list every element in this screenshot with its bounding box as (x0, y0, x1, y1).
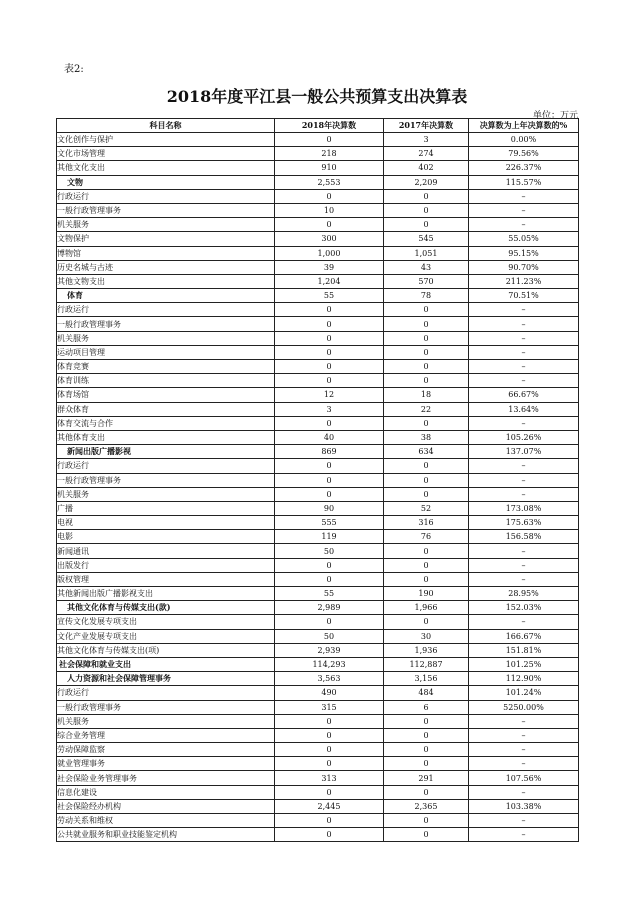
row-ratio-cell: 226.37% (469, 161, 579, 175)
row-2017-cell: 291 (384, 771, 469, 785)
row-2017-cell: 0 (384, 785, 469, 799)
row-ratio-cell: 101.24% (469, 686, 579, 700)
row-name-cell: 一般行政管理事务 (57, 317, 275, 331)
row-2018-cell: 50 (275, 544, 384, 558)
row-2018-cell: 0 (275, 218, 384, 232)
row-ratio-cell: 13.64% (469, 402, 579, 416)
row-2017-cell: 0 (384, 615, 469, 629)
row-name-cell: 行政运行 (57, 459, 275, 473)
row-2017-cell: 316 (384, 516, 469, 530)
table-row (57, 657, 579, 671)
row-ratio-cell: – (469, 615, 579, 629)
table-row (57, 728, 579, 742)
table-row (57, 246, 579, 260)
row-2017-cell: 0 (384, 374, 469, 388)
table-row (57, 530, 579, 544)
row-ratio-cell: 211.23% (469, 274, 579, 288)
row-ratio-cell: 173.08% (469, 501, 579, 515)
table-row (57, 785, 579, 799)
row-name-cell: 体育竞赛 (57, 360, 275, 374)
table-row (57, 544, 579, 558)
row-name-cell: 人力资源和社会保障管理事务 (57, 672, 275, 686)
table-row (57, 686, 579, 700)
row-name-cell: 博物馆 (57, 246, 275, 260)
row-name-cell: 群众体育 (57, 402, 275, 416)
row-2017-cell: 6 (384, 700, 469, 714)
row-ratio-cell: 151.81% (469, 643, 579, 657)
row-name-cell: 版权管理 (57, 572, 275, 586)
table-header (57, 119, 579, 133)
table-row (57, 487, 579, 501)
row-name-cell: 社会保险业务管理事务 (57, 771, 275, 785)
row-2018-cell: 555 (275, 516, 384, 530)
header-2018-final: 2018年决算数 (275, 119, 384, 133)
row-2017-cell: 0 (384, 317, 469, 331)
row-ratio-cell: – (469, 360, 579, 374)
table-row (57, 303, 579, 317)
row-2018-cell: 1,000 (275, 246, 384, 260)
row-name-cell: 体育训练 (57, 374, 275, 388)
row-2018-cell: 55 (275, 289, 384, 303)
row-2018-cell: 2,989 (275, 601, 384, 615)
row-name-cell: 电视 (57, 516, 275, 530)
row-2017-cell: 0 (384, 828, 469, 842)
row-2017-cell: 1,966 (384, 601, 469, 615)
table-body (57, 133, 579, 842)
row-2017-cell: 0 (384, 544, 469, 558)
row-name-cell: 文化产业发展专项支出 (57, 629, 275, 643)
row-2018-cell: 50 (275, 629, 384, 643)
table-row (57, 629, 579, 643)
row-2018-cell: 0 (275, 416, 384, 430)
table-row (57, 430, 579, 444)
row-2017-cell: 2,365 (384, 799, 469, 813)
table-row (57, 473, 579, 487)
row-2018-cell: 119 (275, 530, 384, 544)
table-row (57, 274, 579, 288)
table-row (57, 402, 579, 416)
row-2018-cell: 313 (275, 771, 384, 785)
row-name-cell: 其他新闻出版广播影视支出 (57, 587, 275, 601)
row-2018-cell: 0 (275, 828, 384, 842)
row-name-cell: 体育交流与合作 (57, 416, 275, 430)
row-ratio-cell: 166.67% (469, 629, 579, 643)
table-row (57, 203, 579, 217)
row-name-cell: 文化市场管理 (57, 147, 275, 161)
row-2018-cell: 0 (275, 331, 384, 345)
budget-table (56, 118, 579, 842)
row-2018-cell: 0 (275, 189, 384, 203)
row-2018-cell: 3 (275, 402, 384, 416)
row-ratio-cell: – (469, 473, 579, 487)
row-2018-cell: 0 (275, 814, 384, 828)
row-2017-cell: 3,156 (384, 672, 469, 686)
table-row (57, 643, 579, 657)
table-row (57, 345, 579, 359)
row-ratio-cell: 79.56% (469, 147, 579, 161)
row-name-cell: 文物保护 (57, 232, 275, 246)
table-row (57, 374, 579, 388)
row-2017-cell: 0 (384, 416, 469, 430)
row-2018-cell: 10 (275, 203, 384, 217)
row-ratio-cell: – (469, 785, 579, 799)
row-ratio-cell: 66.67% (469, 388, 579, 402)
row-name-cell: 新闻通讯 (57, 544, 275, 558)
row-2017-cell: 0 (384, 303, 469, 317)
row-2017-cell: 0 (384, 203, 469, 217)
row-name-cell: 文化创作与保护 (57, 133, 275, 147)
row-2017-cell: 0 (384, 360, 469, 374)
row-ratio-cell: – (469, 331, 579, 345)
table-row (57, 516, 579, 530)
row-ratio-cell: 112.90% (469, 672, 579, 686)
table-row (57, 700, 579, 714)
row-ratio-cell: 0.00% (469, 133, 579, 147)
row-2017-cell: 0 (384, 473, 469, 487)
row-2018-cell: 0 (275, 714, 384, 728)
row-ratio-cell: – (469, 203, 579, 217)
table-row (57, 416, 579, 430)
row-ratio-cell: – (469, 374, 579, 388)
row-2018-cell: 0 (275, 317, 384, 331)
row-2018-cell: 0 (275, 459, 384, 473)
row-name-cell: 运动项目管理 (57, 345, 275, 359)
row-name-cell: 公共就业服务和职业技能鉴定机构 (57, 828, 275, 842)
row-ratio-cell: 115.57% (469, 175, 579, 189)
row-name-cell: 综合业务管理 (57, 728, 275, 742)
row-ratio-cell: 95.15% (469, 246, 579, 260)
table-row (57, 587, 579, 601)
table-row (57, 558, 579, 572)
row-2018-cell: 3,563 (275, 672, 384, 686)
row-2018-cell: 0 (275, 303, 384, 317)
row-2018-cell: 12 (275, 388, 384, 402)
row-ratio-cell: – (469, 218, 579, 232)
row-2018-cell: 2,445 (275, 799, 384, 813)
row-name-cell: 其他文物支出 (57, 274, 275, 288)
row-2017-cell: 0 (384, 728, 469, 742)
table-row (57, 161, 579, 175)
row-2018-cell: 2,939 (275, 643, 384, 657)
row-name-cell: 电影 (57, 530, 275, 544)
row-ratio-cell: – (469, 828, 579, 842)
row-2017-cell: 0 (384, 345, 469, 359)
row-2017-cell: 0 (384, 331, 469, 345)
row-2018-cell: 0 (275, 345, 384, 359)
table-row (57, 828, 579, 842)
row-ratio-cell: – (469, 814, 579, 828)
row-ratio-cell: – (469, 416, 579, 430)
row-2018-cell: 90 (275, 501, 384, 515)
row-ratio-cell: – (469, 189, 579, 203)
row-2018-cell: 315 (275, 700, 384, 714)
row-ratio-cell: 55.05% (469, 232, 579, 246)
row-name-cell: 文物 (57, 175, 275, 189)
row-ratio-cell: – (469, 345, 579, 359)
table-row (57, 799, 579, 813)
table-row (57, 360, 579, 374)
row-2018-cell: 490 (275, 686, 384, 700)
row-ratio-cell: 137.07% (469, 445, 579, 459)
table-row (57, 814, 579, 828)
row-ratio-cell: – (469, 303, 579, 317)
row-2018-cell: 0 (275, 374, 384, 388)
row-2017-cell: 0 (384, 558, 469, 572)
row-2017-cell: 30 (384, 629, 469, 643)
row-ratio-cell: 70.51% (469, 289, 579, 303)
row-name-cell: 机关服务 (57, 714, 275, 728)
row-2018-cell: 300 (275, 232, 384, 246)
row-2017-cell: 1,936 (384, 643, 469, 657)
row-2017-cell: 76 (384, 530, 469, 544)
row-2017-cell: 0 (384, 572, 469, 586)
row-2017-cell: 0 (384, 459, 469, 473)
row-2017-cell: 0 (384, 487, 469, 501)
row-name-cell: 劳动关系和维权 (57, 814, 275, 828)
row-name-cell: 行政运行 (57, 189, 275, 203)
table-row (57, 615, 579, 629)
row-ratio-cell: – (469, 728, 579, 742)
row-ratio-cell: 156.58% (469, 530, 579, 544)
row-ratio-cell: 90.70% (469, 260, 579, 274)
table-row (57, 317, 579, 331)
row-name-cell: 一般行政管理事务 (57, 473, 275, 487)
row-name-cell: 信息化建设 (57, 785, 275, 799)
row-ratio-cell: – (469, 572, 579, 586)
row-2017-cell: 2,209 (384, 175, 469, 189)
row-2017-cell: 78 (384, 289, 469, 303)
row-name-cell: 体育 (57, 289, 275, 303)
row-ratio-cell: – (469, 459, 579, 473)
row-ratio-cell: – (469, 317, 579, 331)
table-row (57, 133, 579, 147)
row-2018-cell: 2,553 (275, 175, 384, 189)
table-row (57, 743, 579, 757)
row-2017-cell: 402 (384, 161, 469, 175)
row-name-cell: 广播 (57, 501, 275, 515)
table-row (57, 459, 579, 473)
row-name-cell: 机关服务 (57, 218, 275, 232)
row-2018-cell: 0 (275, 728, 384, 742)
row-2018-cell: 0 (275, 757, 384, 771)
row-2018-cell: 0 (275, 487, 384, 501)
table-row (57, 189, 579, 203)
row-2018-cell: 0 (275, 743, 384, 757)
row-2018-cell: 0 (275, 558, 384, 572)
row-ratio-cell: – (469, 714, 579, 728)
row-name-cell: 劳动保障监察 (57, 743, 275, 757)
row-2017-cell: 570 (384, 274, 469, 288)
unit-label: 单位：万元 (532, 111, 578, 121)
row-2018-cell: 114,293 (275, 657, 384, 671)
row-2018-cell: 0 (275, 785, 384, 799)
row-2017-cell: 43 (384, 260, 469, 274)
row-name-cell: 其他文化体育与传媒支出(项) (57, 643, 275, 657)
row-2017-cell: 38 (384, 430, 469, 444)
header-row (57, 119, 579, 133)
row-2017-cell: 0 (384, 757, 469, 771)
row-2017-cell: 18 (384, 388, 469, 402)
row-2018-cell: 218 (275, 147, 384, 161)
row-name-cell: 一般行政管理事务 (57, 203, 275, 217)
row-name-cell: 其他文化体育与传媒支出(款) (57, 601, 275, 615)
row-name-cell: 就业管理事务 (57, 757, 275, 771)
row-ratio-cell: 175.63% (469, 516, 579, 530)
table-row (57, 232, 579, 246)
row-name-cell: 一般行政管理事务 (57, 700, 275, 714)
table-row (57, 260, 579, 274)
row-2017-cell: 112,887 (384, 657, 469, 671)
row-2017-cell: 634 (384, 445, 469, 459)
table-row (57, 445, 579, 459)
row-2017-cell: 274 (384, 147, 469, 161)
row-name-cell: 社会保障和就业支出 (57, 657, 275, 671)
row-name-cell: 其他文化支出 (57, 161, 275, 175)
row-2017-cell: 0 (384, 714, 469, 728)
page-title: 2018年度平江县一般公共预算支出决算表 (166, 87, 468, 106)
table-row (57, 289, 579, 303)
table-row (57, 714, 579, 728)
row-2018-cell: 910 (275, 161, 384, 175)
row-2018-cell: 40 (275, 430, 384, 444)
row-ratio-cell: – (469, 544, 579, 558)
header-2017-final: 2017年决算数 (384, 119, 469, 133)
row-2017-cell: 0 (384, 814, 469, 828)
table-row (57, 572, 579, 586)
row-name-cell: 行政运行 (57, 303, 275, 317)
row-2018-cell: 1,204 (275, 274, 384, 288)
header-ratio: 决算数为上年决算数的% (469, 119, 579, 133)
table-row (57, 601, 579, 615)
row-2018-cell: 0 (275, 572, 384, 586)
row-2018-cell: 0 (275, 615, 384, 629)
row-2017-cell: 0 (384, 218, 469, 232)
row-2018-cell: 0 (275, 473, 384, 487)
row-ratio-cell: – (469, 487, 579, 501)
row-2018-cell: 39 (275, 260, 384, 274)
row-2018-cell: 0 (275, 360, 384, 374)
table-row (57, 771, 579, 785)
row-name-cell: 机关服务 (57, 331, 275, 345)
row-ratio-cell: 105.26% (469, 430, 579, 444)
row-2017-cell: 190 (384, 587, 469, 601)
row-ratio-cell: 107.56% (469, 771, 579, 785)
row-2018-cell: 0 (275, 133, 384, 147)
row-ratio-cell: – (469, 743, 579, 757)
table-row (57, 672, 579, 686)
row-2017-cell: 1,051 (384, 246, 469, 260)
row-ratio-cell: 152.03% (469, 601, 579, 615)
row-ratio-cell: 5250.00% (469, 700, 579, 714)
row-2017-cell: 3 (384, 133, 469, 147)
table-row (57, 175, 579, 189)
table-row (57, 757, 579, 771)
row-ratio-cell: 101.25% (469, 657, 579, 671)
row-name-cell: 宣传文化发展专项支出 (57, 615, 275, 629)
row-2017-cell: 52 (384, 501, 469, 515)
table-row (57, 147, 579, 161)
row-2017-cell: 0 (384, 743, 469, 757)
row-name-cell: 新闻出版广播影视 (57, 445, 275, 459)
header-subject-name: 科目名称 (57, 119, 275, 133)
row-name-cell: 社会保险经办机构 (57, 799, 275, 813)
row-2017-cell: 545 (384, 232, 469, 246)
row-2017-cell: 22 (384, 402, 469, 416)
row-name-cell: 体育场馆 (57, 388, 275, 402)
table-row (57, 501, 579, 515)
row-ratio-cell: 103.38% (469, 799, 579, 813)
row-2017-cell: 0 (384, 189, 469, 203)
row-name-cell: 行政运行 (57, 686, 275, 700)
row-2018-cell: 869 (275, 445, 384, 459)
row-name-cell: 出版发行 (57, 558, 275, 572)
row-2018-cell: 55 (275, 587, 384, 601)
row-name-cell: 历史名城与古迹 (57, 260, 275, 274)
row-2017-cell: 484 (384, 686, 469, 700)
row-name-cell: 其他体育支出 (57, 430, 275, 444)
table-row (57, 388, 579, 402)
table-row (57, 218, 579, 232)
row-ratio-cell: – (469, 558, 579, 572)
row-ratio-cell: 28.95% (469, 587, 579, 601)
row-ratio-cell: – (469, 757, 579, 771)
table-label: 表2: (64, 64, 84, 75)
table-row (57, 331, 579, 345)
row-name-cell: 机关服务 (57, 487, 275, 501)
